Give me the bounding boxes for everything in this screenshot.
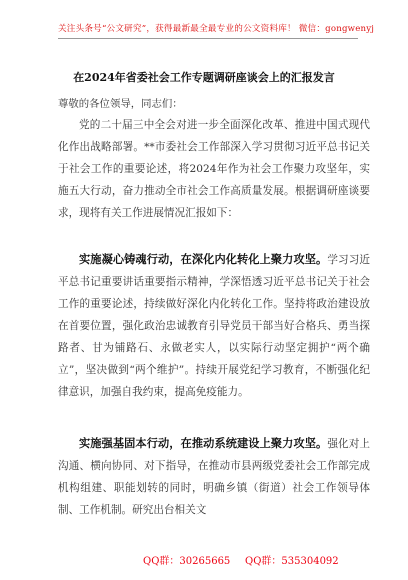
paragraph-section-1 xyxy=(58,248,370,403)
paragraph-body: 学习习近平总书记重要讲话重要指示精神，学深悟透习近平总书记关于社会工作的重要论述，持续做好深化内化转化工作。坚持将政治建设放在首要位置，强化政治忠诚教育引导党员干部当好合格兵、勇当探路者、甘为铺路石、永做老实人，以实际行动坚定拥护“两个确立”，坚决做到“两个维护”。持续开展党纪学习教育，不断强化纪律意识，加强自我约束，提高免疫能力。 xyxy=(58,254,370,398)
footer-qq-group-1: QQ群：30265665 xyxy=(143,556,231,567)
greeting: 尊敬的各位领导，同志们： xyxy=(58,98,183,110)
paragraph-body: 党的二十届三中全会对进一步全面深化改革、推进中国式现代化作出战略部署。**市委社会工作部深入学习贯彻习近平总书记关于社会工作的重要论述，将2024年作为社会工作聚力攻坚年，实施五大行动，奋力推动全市社会工作高质量发展。根据调研座谈要求，现将有关工作进展情况汇报如下： xyxy=(58,119,370,219)
paragraph-body: 强化对上沟通、横向协同、对下指导，在推动市县两级党委社会工作部完成机构组建、职能划转的同时，明确乡镇（街道）社会工作领导体制、工作机制。研究出台相关文 xyxy=(58,438,370,516)
document-title: 在2024年省委社会工作专题调研座谈会上的汇报发言 xyxy=(73,71,335,84)
header-banner: 关注头条号“公文研究”，获得最新最全最专业的公文资料库！ 微信：gongwenyj xyxy=(58,24,375,34)
paragraph-section-2 xyxy=(58,432,370,521)
header-divider xyxy=(58,38,358,39)
footer-qq-group-2: QQ群：535304092 xyxy=(245,556,339,567)
paragraph-intro xyxy=(58,114,370,224)
section-heading: 实施强基固本行动，在推动系统建设上聚力攻坚。 xyxy=(79,436,328,450)
section-heading: 实施凝心铸魂行动，在深化内化转化上聚力攻坚。 xyxy=(79,252,328,266)
